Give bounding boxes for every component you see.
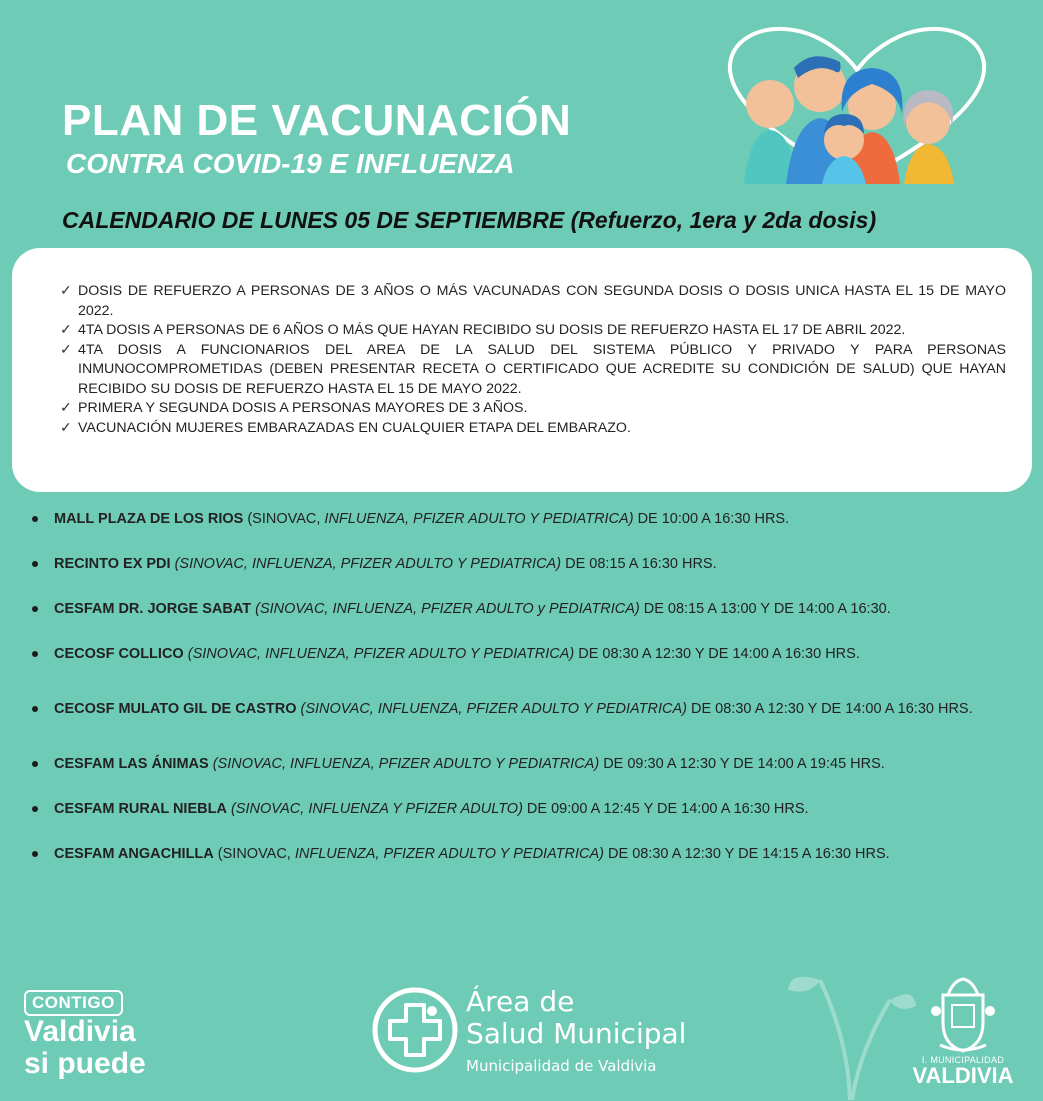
valdivia-city-text: VALDIVIA (912, 1063, 1014, 1088)
eligibility-item: ✓ VACUNACIÓN MUJERES EMBARAZADAS EN CUALQUIER ETAPA DEL EMBARAZO. (60, 419, 1006, 439)
site-hours: DE 08:30 A 12:30 Y DE 14:00 A 16:30 HRS. (686, 701, 973, 717)
site-item: CESFAM LAS ÁNIMAS (SINOVAC, INFLUENZA, PFIZER ADULTO Y PEDIATRICA) DE 09:30 A 12:30 Y DE 14:00 A 19:45 HRS. (30, 753, 1030, 775)
eligibility-item: ✓ 4TA DOSIS A PERSONAS DE 6 AÑOS O MÁS QUE HAYAN RECIBIDO SU DOSIS DE REFUERZO HASTA EL 17 DE ABRIL 2022. (60, 321, 1006, 341)
calendar-heading: CALENDARIO DE LUNES 05 DE SEPTIEMBRE (Refuerzo, 1era y 2da dosis) (62, 207, 877, 233)
municipal-crest-icon (928, 975, 998, 1055)
eligibility-item: ✓ DOSIS DE REFUERZO A PERSONAS DE 3 AÑOS O MÁS VACUNADAS CON SEGUNDA DOSIS O DOSIS UNICA HASTA EL 15 DE MAYO 2022. (60, 283, 1006, 319)
check-icon: ✓ (60, 419, 72, 436)
site-hours: DE 09:00 A 12:45 Y DE 14:00 A 16:30 HRS. (522, 801, 809, 817)
site-item: RECINTO EX PDI (SINOVAC, INFLUENZA, PFIZER ADULTO Y PEDIATRICA) DE 08:15 A 16:30 HRS. (30, 553, 1030, 575)
site-name: CECOSF MULATO GIL DE CASTRO (54, 701, 297, 717)
bullet-icon (32, 761, 38, 767)
site-name: CESFAM ANGACHILLA (54, 846, 214, 862)
eligibility-list (60, 282, 1006, 438)
page-subtitle: CONTRA COVID-19 E INFLUENZA (66, 148, 515, 179)
site-item: CESFAM ANGACHILLA (SINOVAC, INFLUENZA, PFIZER ADULTO Y PEDIATRICA) DE 08:30 A 12:30 Y DE 14:15 A 16:30 HRS. (30, 843, 1030, 865)
bullet-icon (32, 706, 38, 712)
check-icon: ✓ (60, 283, 72, 299)
site-name: CESFAM DR. JORGE SABAT (54, 601, 252, 617)
municipality-logo (898, 975, 1028, 1095)
check-icon: ✓ (60, 341, 72, 358)
bullet-icon (32, 606, 38, 612)
vaccination-sites-list (30, 508, 1030, 865)
eligibility-card (12, 248, 1032, 492)
site-hours: DE 08:30 A 12:30 Y DE 14:15 A 16:30 HRS. (604, 846, 890, 862)
family-heart-illustration (722, 22, 992, 184)
bullet-icon (32, 561, 38, 567)
i-municipalidad-text: I. MUNICIPALIDAD (921, 1055, 1005, 1065)
area-text: Área de (466, 985, 575, 1018)
site-item: CECOSF COLLICO (SINOVAC, INFLUENZA, PFIZER ADULTO Y PEDIATRICA) DE 08:30 A 12:30 Y DE 14:00 A 16:30 HRS. (30, 643, 1030, 665)
check-icon: ✓ (60, 400, 72, 416)
site-name: RECINTO EX PDI (54, 556, 171, 572)
site-name: MALL PLAZA DE LOS RIOS (54, 511, 244, 527)
site-name: CESFAM RURAL NIEBLA (54, 801, 227, 817)
site-hours: DE 09:30 A 12:30 Y DE 14:00 A 19:45 HRS. (599, 756, 885, 772)
bullet-icon (32, 651, 38, 657)
eligibility-item: ✓ 4TA DOSIS A FUNCIONARIOS DEL AREA DE LA SALUD DEL SISTEMA PÚBLICO Y PRIVADO Y PARA PERSONAS INMUNOCOMPROMETIDAS (DEBEN PRESENTAR RECETA O CERTIFICADO QUE ACREDITE SU CONDICIÓN DE SALUD) QUE HAYAN RECIBIDO SU DOSIS DE REFUERZO HASTA EL 15 DE MAYO 2022. (60, 341, 1006, 397)
bullet-icon (32, 516, 38, 522)
bullet-icon (32, 851, 38, 857)
site-hours: DE 08:15 A 13:00 Y DE 14:00 A 16:30. (639, 601, 891, 617)
health-area-logo (372, 985, 702, 1085)
site-hours: DE 10:00 A 16:30 HRS. (633, 511, 790, 527)
site-item: MALL PLAZA DE LOS RIOS (SINOVAC, INFLUENZA, PFIZER ADULTO Y PEDIATRICA) DE 10:00 A 16:30 HRS. (30, 508, 1030, 530)
check-icon: ✓ (60, 322, 72, 338)
campaign-valdivia-text: Valdivia (24, 1015, 136, 1048)
health-cross-logo-icon (372, 987, 458, 1073)
page-title: PLAN DE VACUNACIÓN (62, 96, 572, 145)
eligibility-item: ✓ PRIMERA Y SEGUNDA DOSIS A PERSONAS MAYORES DE 3 AÑOS. (60, 399, 1006, 419)
site-hours: DE 08:30 A 12:30 Y DE 14:00 A 16:30 HRS. (574, 646, 860, 662)
site-hours: DE 08:15 A 16:30 HRS. (561, 556, 717, 572)
municipalidad-text: Municipalidad de Valdivia (466, 1057, 657, 1075)
campaign-logo (24, 990, 184, 1090)
site-item: CESFAM RURAL NIEBLA (SINOVAC, INFLUENZA Y PFIZER ADULTO) DE 09:00 A 12:45 Y DE 14:00 A 16:30 HRS. (30, 798, 1030, 820)
salud-municipal-text: Salud Municipal (466, 1017, 687, 1050)
contigo-badge: CONTIGO (24, 990, 123, 1016)
site-item: CECOSF MULATO GIL DE CASTRO (SINOVAC, INFLUENZA, PFIZER ADULTO Y PEDIATRICA) DE 08:30 A 12:30 Y DE 14:00 A 16:30 HRS. (30, 688, 1030, 730)
site-item: CESFAM DR. JORGE SABAT (SINOVAC, INFLUENZA, PFIZER ADULTO y PEDIATRICA) DE 08:15 A 13:00 Y DE 14:00 A 16:30. (30, 598, 1030, 620)
bullet-icon (32, 806, 38, 812)
site-name: CESFAM LAS ÁNIMAS (54, 756, 209, 772)
campaign-si-puede-text: si puede (24, 1047, 146, 1080)
site-name: CECOSF COLLICO (54, 646, 184, 662)
